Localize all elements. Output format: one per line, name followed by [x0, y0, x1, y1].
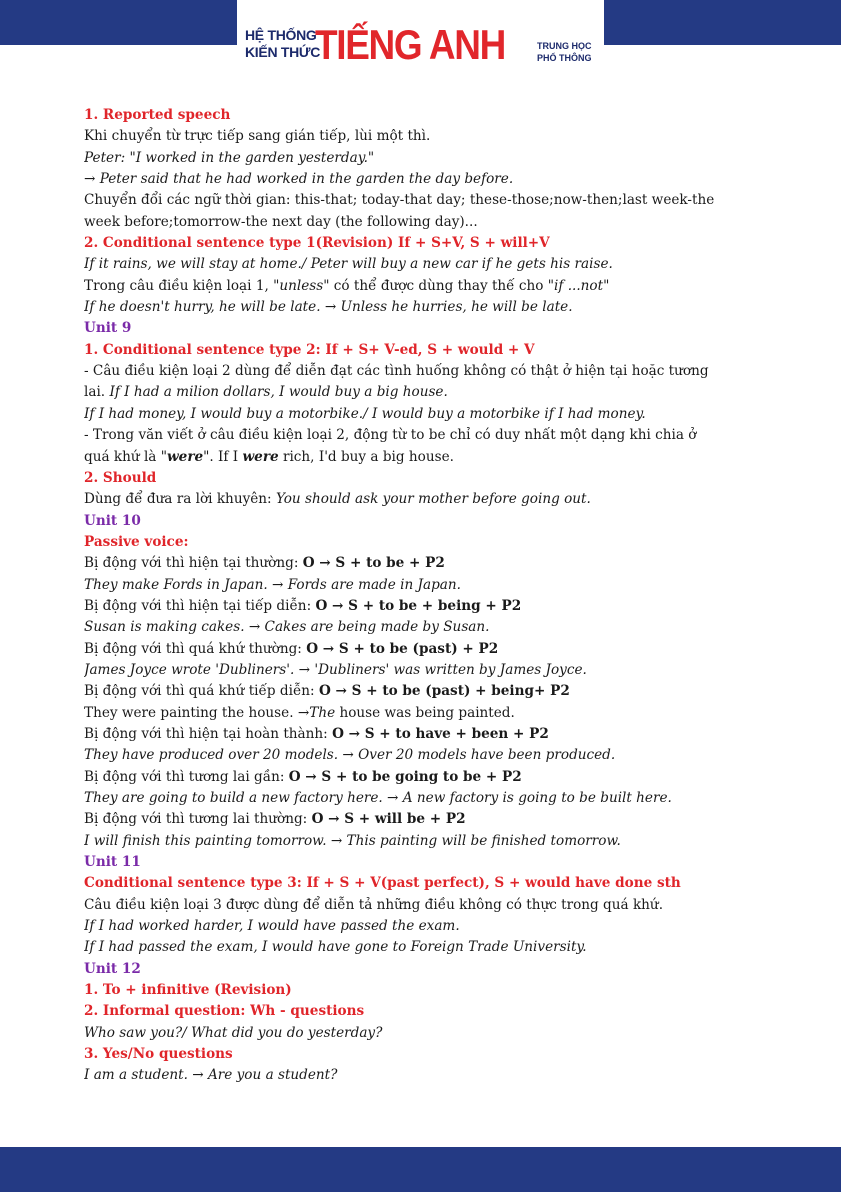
text-span: were: [242, 448, 279, 465]
example-line: If he doesn't hurry, he will be late. → Unless he hurries, he will be late.: [84, 299, 573, 316]
text-span: rich, I'd buy a big house.: [278, 448, 454, 465]
section-heading: 1. Reported speech: [84, 107, 231, 123]
example-line: Who saw you?/ What did you do yesterday?: [84, 1024, 383, 1041]
logo-right-line-1: TRUNG HỌC: [537, 41, 592, 51]
example-line: If I had money, I would buy a motorbike./ I would buy a motorbike if I had money.: [84, 405, 646, 422]
example-line: James Joyce wrote 'Dubliners'. → 'Dubliners' was written by James Joyce.: [84, 661, 587, 678]
document-body: [84, 105, 774, 1087]
logo: [237, 0, 604, 82]
text-span: were: [166, 448, 204, 465]
section-heading: Passive voice:: [84, 533, 189, 550]
text-span: Bị động với thì hiện tại hoàn thành:: [84, 725, 333, 742]
example-line: I will finish this painting tomorrow. → This painting will be finished tomorrow.: [84, 832, 621, 849]
example-line: They have produced over 20 models. → Over 20 models have been produced.: [84, 747, 616, 764]
text-line: [84, 703, 774, 724]
text-span: house was being painted.: [335, 704, 515, 721]
logo-left-text: [245, 27, 320, 61]
text-span: O → S + to have + been + P2: [332, 725, 549, 742]
text-span: If I had a milion dollars, I would buy a big house.: [109, 384, 448, 401]
text-span: O → S + to be (past) + P2: [306, 640, 499, 657]
logo-left-line-2: KIẾN THỨC: [245, 44, 321, 60]
text-line: [84, 553, 774, 574]
text-line: - Trong văn viết ở câu điều kiện loại 2, động từ to be chỉ có duy nhất một dạng khi chia ở: [84, 427, 697, 444]
section-heading: 1. Conditional sentence type 2: If + S+ V-ed, S + would + V: [84, 341, 535, 358]
text-span: ". If I: [203, 448, 243, 465]
example-line: If I had passed the exam, I would have gone to Foreign Trade University.: [84, 939, 587, 956]
text-line: Chuyển đổi các ngữ thời gian: this-that; today-that day; these-those;now-then;last week-the: [84, 192, 715, 209]
text-line: [84, 447, 774, 468]
text-line: [84, 767, 774, 788]
unit-heading: Unit 9: [84, 320, 132, 337]
text-span: O → S + to be (past) + being+ P2: [318, 683, 570, 700]
text-line: Câu điều kiện loại 3 được dùng để diễn tả những điều không có thực trong quá khứ.: [84, 896, 664, 913]
logo-right-text: [537, 40, 592, 64]
text-span: Dùng để đưa ra lời khuyên:: [84, 491, 276, 508]
text-line: [84, 639, 774, 660]
text-span: Trong câu điều kiện loại 1, ": [84, 277, 280, 294]
text-line: week before;tomorrow-the next day (the following day)...: [84, 213, 478, 230]
section-heading: 3. Yes/No questions: [84, 1046, 233, 1063]
text-span: quá khứ là ": [84, 448, 167, 465]
text-span: Bị động với thì hiện tại tiếp diễn:: [84, 597, 316, 614]
logo-right-line-2: PHỔ THÔNG: [537, 53, 592, 63]
text-line: [84, 276, 774, 297]
text-line: [84, 724, 774, 745]
example-line: If I had worked harder, I would have passed the exam.: [84, 918, 460, 935]
text-line: [84, 489, 774, 510]
text-span: lai.: [84, 384, 110, 401]
text-span: Bị động với thì tương lai thường:: [84, 811, 312, 828]
text-span: unless: [279, 277, 324, 294]
example-line: If it rains, we will stay at home./ Peter will buy a new car if he gets his raise.: [84, 256, 613, 273]
text-span: You should ask your mother before going out.: [275, 491, 591, 508]
text-span: " có thể được dùng thay thế cho ": [323, 277, 554, 294]
text-span: Bị động với thì hiện tại thường:: [84, 555, 303, 572]
text-span: if ...not: [554, 277, 604, 294]
text-span: The: [309, 704, 336, 721]
example-line: I am a student. → Are you a student?: [84, 1067, 338, 1084]
section-heading: 1. To + infinitive (Revision): [84, 982, 292, 999]
section-heading: 2. Conditional sentence type 1(Revision) If + S+V, S + will+V: [84, 235, 550, 252]
text-span: O → S + to be + P2: [302, 555, 445, 572]
text-line: [84, 382, 774, 403]
text-line: - Câu điều kiện loại 2 dùng để diễn đạt các tình huống không có thật ở hiện tại hoặc tương: [84, 363, 709, 380]
footer-band: [0, 1147, 841, 1192]
example-line: Susan is making cakes. → Cakes are being made by Susan.: [84, 619, 490, 636]
text-span: Bị động với thì quá khứ thường:: [84, 640, 307, 657]
logo-left-line-1: HỆ THỐNG: [245, 27, 317, 43]
unit-heading: Unit 12: [84, 960, 141, 977]
text-span: They were painting the house. →: [84, 704, 310, 721]
section-heading: Conditional sentence type 3: If + S + V(past perfect), S + would have done sth: [84, 875, 681, 892]
text-span: ": [603, 277, 610, 294]
example-line: They are going to build a new factory here. → A new factory is going to be built here.: [84, 790, 672, 806]
example-line: → Peter said that he had worked in the garden the day before.: [84, 171, 514, 188]
unit-heading: Unit 11: [84, 854, 141, 871]
text-line: Khi chuyển từ trực tiếp sang gián tiếp, lùi một thì.: [84, 128, 431, 145]
text-line: [84, 596, 774, 617]
text-line: [84, 681, 774, 702]
section-heading: 2. Should: [84, 469, 157, 486]
text-span: Bị động với thì quá khứ tiếp diễn:: [84, 683, 319, 700]
example-line: They make Fords in Japan. → Fords are made in Japan.: [84, 576, 461, 593]
text-span: O → S + to be going to be + P2: [288, 768, 522, 785]
text-span: Bị động với thì tương lai gần:: [84, 768, 289, 785]
logo-main-text: TIẾNG ANH: [315, 21, 506, 68]
example-line: Peter: "I worked in the garden yesterday.": [84, 149, 375, 166]
text-span: O → S + to be + being + P2: [315, 597, 522, 614]
text-span: O → S + will be + P2: [311, 811, 466, 828]
section-heading: 2. Informal question: Wh - questions: [84, 1003, 365, 1020]
unit-heading: Unit 10: [84, 512, 141, 529]
text-line: [84, 809, 774, 830]
